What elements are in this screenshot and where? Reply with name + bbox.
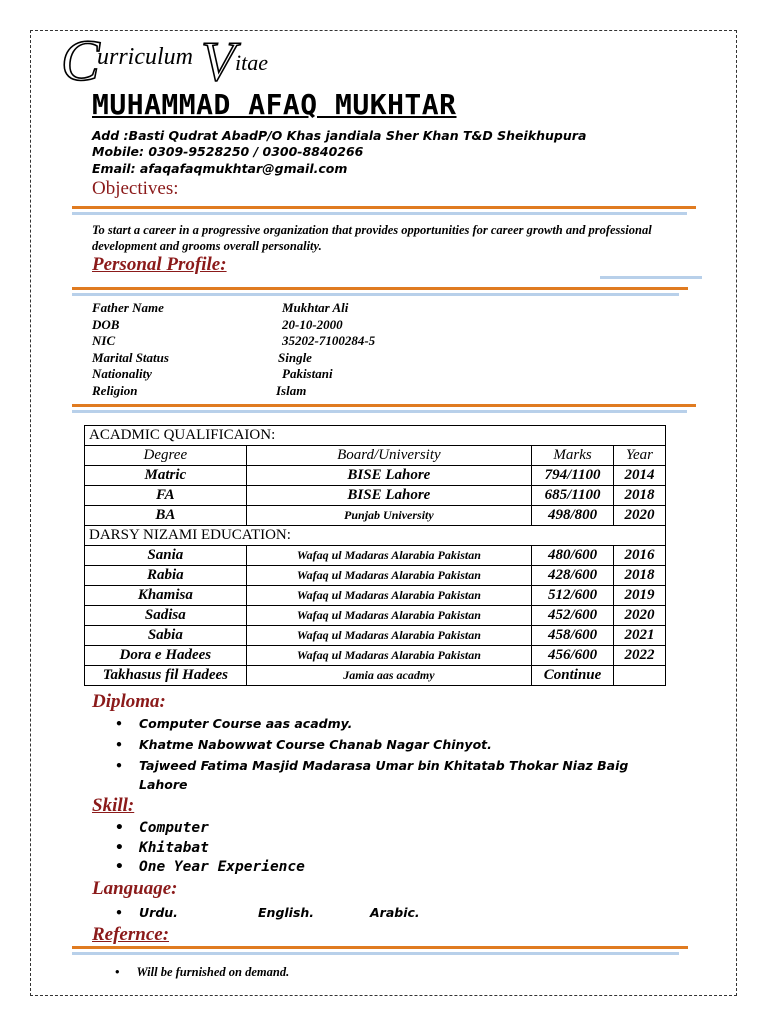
profile-label-father: Father Name <box>92 300 164 315</box>
board-cell: Wafaq ul Madaras Alarabia Pakistan <box>246 546 531 566</box>
divider-blue <box>72 952 679 955</box>
degree-cell: Dora e Hadees <box>85 646 247 666</box>
year-cell: 2018 <box>614 486 666 506</box>
table-row <box>85 606 666 626</box>
year-cell: 2018 <box>614 566 666 586</box>
board-cell: Wafaq ul Madaras Alarabia Pakistan <box>246 586 531 606</box>
divider-blue <box>72 293 679 296</box>
profile-label-dob: DOB <box>92 317 120 332</box>
divider-blue <box>72 410 687 413</box>
mobile: Mobile: 0309-9528250 / 0300-8840266 <box>92 144 364 159</box>
table-row <box>85 486 666 506</box>
year-cell: 2014 <box>614 466 666 486</box>
col-year: Year <box>614 446 666 466</box>
board-cell: BISE Lahore <box>246 466 531 486</box>
list-item: • Computer <box>115 819 305 839</box>
table-row <box>85 466 666 486</box>
marks-cell: 452/600 <box>532 606 614 626</box>
divider-blue <box>72 212 687 215</box>
list-item: • Khatme Nabowwat Course Chanab Nagar Chinyot. <box>115 735 659 754</box>
degree-cell: Matric <box>85 466 247 486</box>
table-header-row <box>85 446 666 466</box>
divider-orange <box>72 946 688 949</box>
table-row <box>85 506 666 526</box>
candidate-name: MUHAMMAD AFAQ MUKHTAR <box>92 88 457 121</box>
language-item: Urdu. <box>139 905 178 920</box>
marks-cell: Continue <box>532 666 614 686</box>
divider-orange <box>72 404 696 407</box>
degree-cell: BA <box>85 506 247 526</box>
year-cell: 2016 <box>614 546 666 566</box>
board-cell: Wafaq ul Madaras Alarabia Pakistan <box>246 606 531 626</box>
divider-blue-short <box>600 276 702 279</box>
list-item: • One Year Experience <box>115 858 305 878</box>
profile-value-nic: 35202-7100284-5 <box>282 333 376 348</box>
degree-cell: Khamisa <box>85 586 247 606</box>
profile-value-religion: Islam <box>276 383 307 398</box>
marks-cell: 458/600 <box>532 626 614 646</box>
marks-cell: 512/600 <box>532 586 614 606</box>
curriculum-vitae-title <box>55 26 315 86</box>
language-item: Arabic. <box>370 905 420 920</box>
marks-cell: 456/600 <box>532 646 614 666</box>
language-heading: Language: <box>92 878 178 899</box>
email: Email: afaqafaqmukhtar@gmail.com <box>92 161 348 176</box>
col-board: Board/University <box>246 446 531 466</box>
divider-orange <box>72 287 688 290</box>
personal-profile-heading: Personal Profile: <box>92 254 227 275</box>
skill-list <box>115 819 305 878</box>
diploma-heading: Diploma: <box>92 691 166 712</box>
profile-value-marital: Single <box>278 350 312 365</box>
marks-cell: 428/600 <box>532 566 614 586</box>
diploma-list <box>115 714 659 796</box>
board-cell: Punjab University <box>246 506 531 526</box>
year-cell: 2020 <box>614 606 666 626</box>
degree-cell: Sadisa <box>85 606 247 626</box>
reference-heading: Refernce: <box>92 924 170 945</box>
table-row <box>85 626 666 646</box>
marks-cell: 480/600 <box>532 546 614 566</box>
marks-cell: 685/1100 <box>532 486 614 506</box>
table-row <box>85 666 666 686</box>
table-row <box>85 526 666 546</box>
year-cell: 2020 <box>614 506 666 526</box>
bullet: • <box>115 965 120 979</box>
board-cell: Wafaq ul Madaras Alarabia Pakistan <box>246 646 531 666</box>
marks-cell: 794/1100 <box>532 466 614 486</box>
language-item: English. <box>258 905 315 920</box>
degree-cell: Sabia <box>85 626 247 646</box>
cv-initial-v: V <box>201 31 236 86</box>
board-cell: BISE Lahore <box>246 486 531 506</box>
profile-label-religion: Religion <box>92 383 138 398</box>
cv-word-itae: itae <box>235 50 268 75</box>
cv-word-urriculum: urriculum <box>97 44 193 70</box>
profile-label-marital: Marital Status <box>92 350 169 365</box>
list-item: • Computer Course aas acadmy. <box>115 714 659 733</box>
board-cell: Jamia aas acadmy <box>246 666 531 686</box>
skill-heading: Skill: <box>92 795 135 816</box>
marks-cell: 498/800 <box>532 506 614 526</box>
table-row <box>85 586 666 606</box>
board-cell: Wafaq ul Madaras Alarabia Pakistan <box>246 626 531 646</box>
reference-text: Will be furnished on demand. <box>136 965 290 979</box>
table-row <box>85 426 666 446</box>
objectives-text: To start a career in a progressive organization that provides opportunities for career growth and professional development and grooms overall personality. <box>92 223 652 253</box>
profile-label-nationality: Nationality <box>92 366 152 381</box>
board-cell: Wafaq ul Madaras Alarabia Pakistan <box>246 566 531 586</box>
table-row <box>85 546 666 566</box>
divider-orange <box>72 206 696 209</box>
year-cell <box>614 666 666 686</box>
cv-initial-c: C <box>61 28 100 86</box>
table-row <box>85 646 666 666</box>
qualification-table <box>84 425 666 686</box>
profile-value-dob: 20-10-2000 <box>282 317 343 332</box>
profile-label-nic: NIC <box>92 333 116 348</box>
bullet: • <box>115 905 123 920</box>
academic-heading: ACADMIC QUALIFICAION: <box>85 426 666 446</box>
degree-cell: FA <box>85 486 247 506</box>
degree-cell: Takhasus fil Hadees <box>85 666 247 686</box>
degree-cell: Sania <box>85 546 247 566</box>
darsy-heading: DARSY NIZAMI EDUCATION: <box>85 526 666 546</box>
objectives-heading: Objectives: <box>92 178 179 199</box>
profile-value-nationality: Pakistani <box>282 366 333 381</box>
profile-value-father: Mukhtar Ali <box>282 300 349 315</box>
reference-item <box>115 965 289 980</box>
table-row <box>85 566 666 586</box>
year-cell: 2021 <box>614 626 666 646</box>
col-marks: Marks <box>532 446 614 466</box>
address: Add :Basti Qudrat AbadP/O Khas jandiala Sher Khan T&D Sheikhupura <box>92 128 587 143</box>
list-item: • Tajweed Fatima Masjid Madarasa Umar bin Khitatab Thokar Niaz Baig Lahore <box>115 756 659 794</box>
year-cell: 2022 <box>614 646 666 666</box>
col-degree: Degree <box>85 446 247 466</box>
year-cell: 2019 <box>614 586 666 606</box>
list-item: • Khitabat <box>115 839 305 859</box>
degree-cell: Rabia <box>85 566 247 586</box>
